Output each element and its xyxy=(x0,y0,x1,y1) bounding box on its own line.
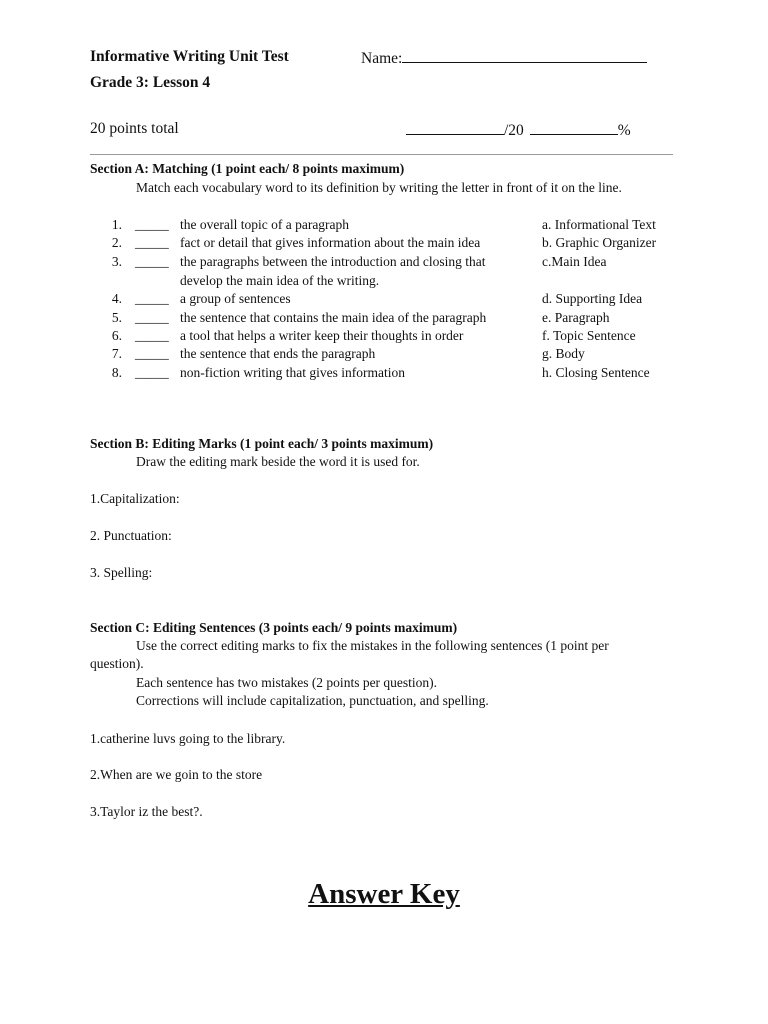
vocabulary-option: b. Graphic Organizer xyxy=(542,235,657,250)
item-number: 2. xyxy=(111,235,122,250)
section-c-instructions-1-cont: question). xyxy=(90,656,144,671)
test-title: Informative Writing Unit Test xyxy=(90,48,289,65)
item-number: 1. xyxy=(111,217,122,232)
vocabulary-option: g. Body xyxy=(542,346,585,361)
editing-mark-item: 1.Capitalization: xyxy=(90,491,180,506)
definition: a group of sentences xyxy=(180,291,291,306)
definition: the paragraphs between the introduction and closing that xyxy=(180,254,486,269)
answer-key-heading: Answer Key xyxy=(308,878,460,910)
definition: the sentence that ends the paragraph xyxy=(180,346,376,361)
name-label: Name: xyxy=(361,50,403,67)
name-field xyxy=(361,48,647,68)
answer-blank[interactable]: _____ xyxy=(135,365,169,380)
editing-sentence: 2.When are we goin to the store xyxy=(90,767,263,782)
definition: a tool that helps a writer keep their thoughts in order xyxy=(180,328,464,343)
points-total: 20 points total xyxy=(90,120,179,137)
answer-blank[interactable]: _____ xyxy=(135,217,169,232)
vocabulary-option: h. Closing Sentence xyxy=(542,365,650,380)
item-number: 3. xyxy=(111,254,122,269)
section-b-instructions: Draw the editing mark beside the word it is used for. xyxy=(136,454,420,469)
vocabulary-option: e. Paragraph xyxy=(542,310,610,325)
definition: the sentence that contains the main idea of the paragraph xyxy=(180,310,487,325)
definition: the overall topic of a paragraph xyxy=(180,217,350,232)
vocabulary-option: f. Topic Sentence xyxy=(542,328,636,343)
answer-blank[interactable]: _____ xyxy=(135,310,169,325)
score-suffix: /20 xyxy=(504,122,524,139)
answer-blank[interactable]: _____ xyxy=(135,346,169,361)
section-c-heading: Section C: Editing Sentences (3 points each/ 9 points maximum) xyxy=(90,620,458,635)
section-b-heading: Section B: Editing Marks (1 point each/ 3 points maximum) xyxy=(90,436,434,451)
section-c-instructions-1: Use the correct editing marks to fix the mistakes in the following sentences (1 point per xyxy=(136,638,609,653)
vocabulary-option: d. Supporting Idea xyxy=(542,291,643,306)
section-c-instructions-2: Each sentence has two mistakes (2 points per question). xyxy=(136,675,438,690)
score-field xyxy=(406,120,631,140)
item-number: 8. xyxy=(111,365,122,380)
editing-sentence: 1.catherine luvs going to the library. xyxy=(90,731,286,746)
section-a-heading: Section A: Matching (1 point each/ 8 points maximum) xyxy=(90,161,405,176)
name-line xyxy=(402,48,647,63)
item-number: 5. xyxy=(111,310,122,325)
editing-mark-item: 2. Punctuation: xyxy=(90,528,172,543)
answer-blank[interactable]: _____ xyxy=(135,291,169,306)
definition-continued: develop the main idea of the writing. xyxy=(180,273,380,288)
editing-mark-item: 3. Spelling: xyxy=(90,565,153,580)
item-number: 4. xyxy=(111,291,122,306)
vocabulary-option: a. Informational Text xyxy=(542,217,656,232)
section-c-instructions-3: Corrections will include capitalization, punctuation, and spelling. xyxy=(136,693,489,708)
answer-blank[interactable]: _____ xyxy=(135,254,169,269)
vocabulary-option: c.Main Idea xyxy=(542,254,607,269)
percent-line xyxy=(530,120,618,135)
section-a-instructions: Match each vocabulary word to its definition by writing the letter in front of it on the line. xyxy=(136,180,622,195)
item-number: 6. xyxy=(111,328,122,343)
definition: fact or detail that gives information about the main idea xyxy=(180,235,481,250)
percent-symbol: % xyxy=(617,122,631,139)
editing-sentence: 3.Taylor iz the best?. xyxy=(90,804,203,819)
item-number: 7. xyxy=(111,346,122,361)
score-line xyxy=(406,120,504,135)
test-subtitle: Grade 3: Lesson 4 xyxy=(90,74,211,91)
answer-blank[interactable]: _____ xyxy=(135,235,169,250)
definition: non-fiction writing that gives information xyxy=(180,365,405,380)
answer-blank[interactable]: _____ xyxy=(135,328,169,343)
header-divider xyxy=(90,154,673,155)
